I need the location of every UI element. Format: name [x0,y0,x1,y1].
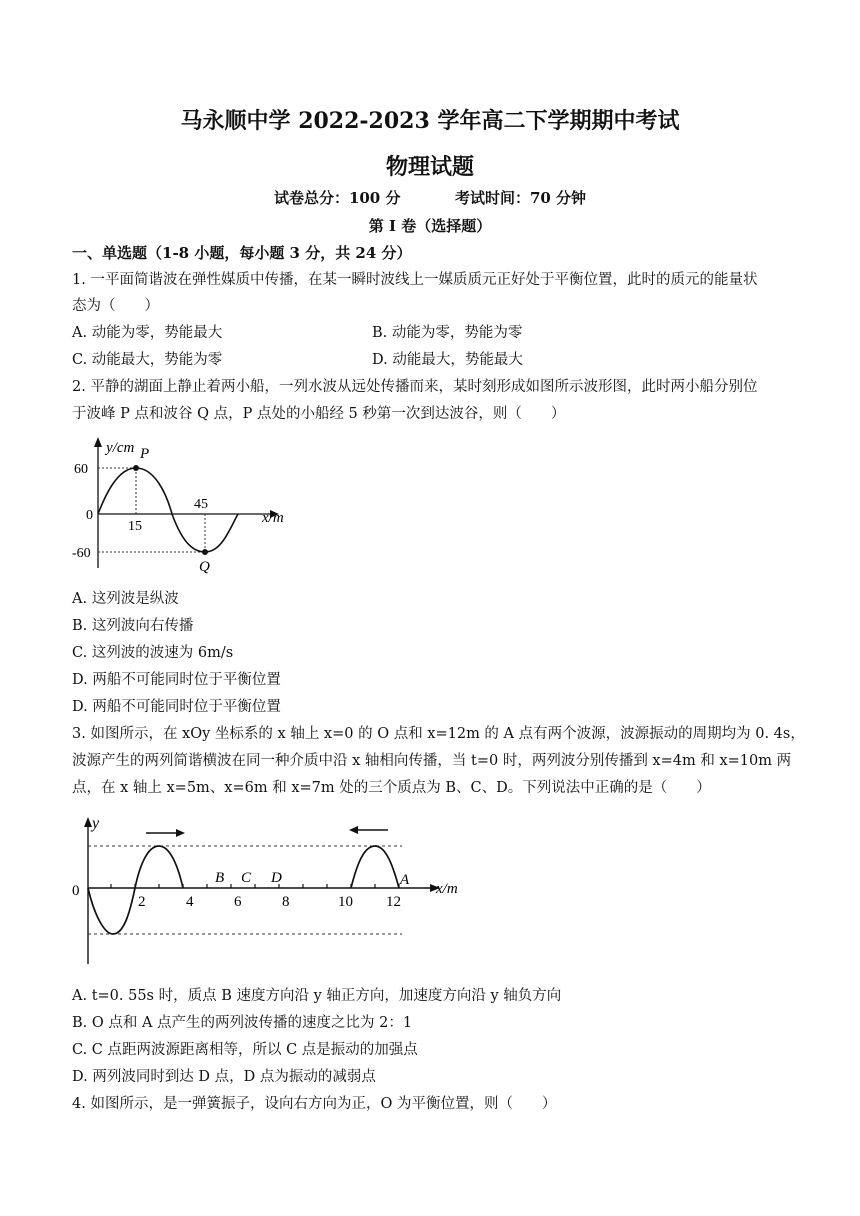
q3-option-b: B. O 点和 A 点产生的两列波传播的速度之比为 2：1 [72,1015,413,1031]
q3-x-tick-4: 4 [186,894,194,910]
q3-left-wave [88,846,183,934]
q2-stem-line1: 2. 平静的湖面上静止着两小船，一列水波从远处传播而来，某时刻形成如图所示波形图，此时两小船分别位 [72,379,758,395]
q3-x-tick-12: 12 [386,894,401,910]
exam-meta [0,187,860,208]
q2-y-label: y/cm [106,440,135,456]
section-heading: 一、单选题（1-8 小题，每小题 3 分，共 24 分） [72,244,412,262]
q2-option-a: A. 这列波是纵波 [72,591,179,607]
q2-x-tick-15: 15 [128,519,142,534]
q3-x-tick-10: 10 [338,894,353,910]
q3-x-tick-8: 8 [282,894,290,910]
q3-right-wave [351,846,399,888]
exam-time: 考试时间：70 分钟 [454,189,587,207]
page-title: 马永顺中学 2022-2023 学年高二下学期期中考试 [180,108,680,134]
q2-label-p: P [140,446,150,462]
q2-option-b: B. 这列波向右传播 [72,618,194,634]
q2-point-q [202,549,208,555]
q3-option-d: D. 两列波同时到达 D 点，D 点为振动的减弱点 [72,1069,376,1085]
q1-stem-line2: 态为（ ） [72,298,159,314]
q3-label-d: D [271,870,282,886]
q2-y-arrow-icon [94,437,102,447]
q2-point-p [133,465,139,471]
q3-label-c: C [241,870,252,886]
volume-heading: 第 I 卷（选择题） [368,217,492,235]
q1-option-c: C. 动能最大，势能为零 [72,352,223,368]
q3-arrow-left-icon [349,826,358,834]
q2-stem-line2: 于波峰 P 点和波谷 Q 点，P 点处的小船经 5 秒第一次到达波谷，则（ ） [72,406,566,422]
q2-x-tick-45: 45 [194,497,208,512]
q2-option-c: C. 这列波的波速为 6m/s [72,645,234,661]
q3-stem-line3: 点，在 x 轴上 x=5m、x=6m 和 x=7m 处的三个质点为 B、C、D。下列说法中正确的是（ ） [72,780,711,796]
page-subtitle: 物理试题 [385,154,474,180]
q3-origin-label: 0 [72,883,80,899]
q3-x-label: x/m [436,881,458,897]
q2-y-tick-60: 60 [74,462,88,477]
q2-y-tick-0: 0 [86,508,93,523]
q3-x-tick-6: 6 [234,894,242,910]
q1-option-a: A. 动能为零，势能最大 [72,325,223,341]
q2-x-label: x/m [262,510,284,526]
q2-wave-figure [70,430,310,580]
q3-arrow-right-icon [176,829,185,837]
q3-x-tick-2: 2 [138,894,146,910]
q2-label-q: Q [199,559,210,575]
q3-option-c: C. C 点距两波源距离相等，所以 C 点是振动的加强点 [72,1042,418,1058]
q2-option-d: D. 两船不可能同时位于平衡位置 [72,672,281,688]
q2-y-tick-neg60: -60 [72,546,91,561]
q1-option-b: B. 动能为零，势能为零 [372,325,523,341]
q3-stem-line1: 3. 如图所示，在 xOy 坐标系的 x 轴上 x=0 的 O 点和 x=12m 的 A 点有两个波源，波源振动的周期均为 0. 4s， [72,726,805,742]
q3-y-arrow-icon [84,817,92,827]
q3-label-a: A [400,872,410,888]
q2-option-d-repeat: D. 两船不可能同时位于平衡位置 [72,699,281,715]
q3-wave-figure [68,814,488,974]
q3-y-label: y [92,815,100,832]
q2-wave-curve [98,468,238,552]
q4-stem-line1: 4. 如图所示，是一弹簧振子，设向右方向为正，O 为平衡位置，则（ ） [72,1096,557,1112]
q3-stem-line2: 波源产生的两列简谐横波在同一种介质中沿 x 轴相向传播，当 t=0 时，两列波分别传播到 x=4m 和 x=10m 两 [72,753,792,769]
total-score: 试卷总分：100 分 [273,189,401,207]
q3-option-a: A. t=0. 55s 时，质点 B 速度方向沿 y 轴正方向，加速度方向沿 y 轴负方向 [72,988,562,1004]
q3-label-b: B [215,870,225,886]
q1-stem-line1: 1. 一平面简谐波在弹性媒质中传播，在某一瞬时波线上一媒质质元正好处于平衡位置，此时的质元的能量状 [72,272,758,288]
q1-option-d: D. 动能最大，势能最大 [372,352,523,368]
